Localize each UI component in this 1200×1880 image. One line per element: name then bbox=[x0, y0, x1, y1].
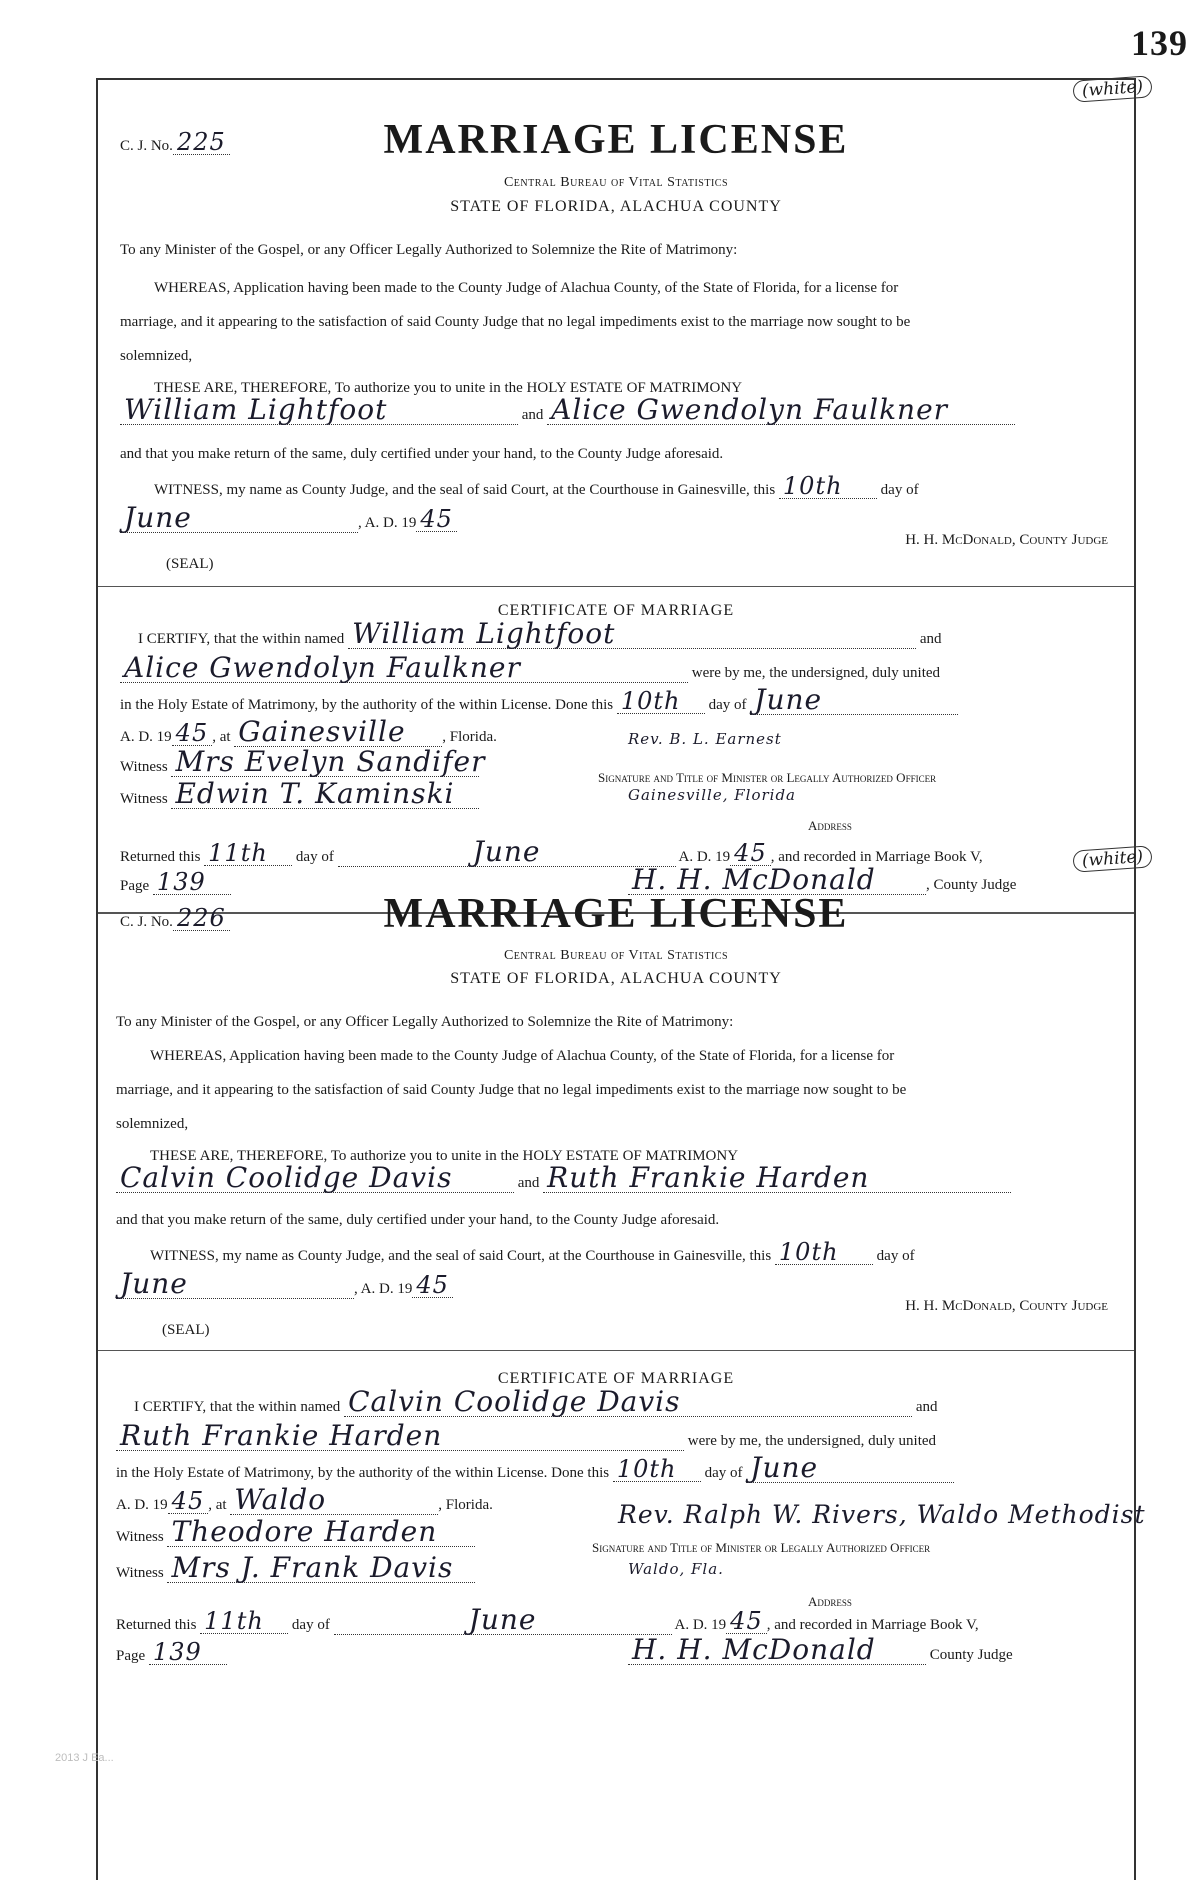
day-of-label: day of bbox=[291, 1617, 330, 1633]
state-county: STATE OF FLORIDA, ALACHUA COUNTY bbox=[450, 198, 782, 215]
witness-date-line bbox=[150, 1240, 915, 1265]
done-month: June bbox=[746, 1454, 954, 1483]
county-judge: H. H. McDonald, County Judge bbox=[905, 1298, 1108, 1314]
and-label: and bbox=[915, 1399, 938, 1415]
witness-1-name: Mrs Evelyn Sandifer bbox=[171, 748, 479, 777]
at-label: , at bbox=[212, 729, 231, 745]
ad-at-label: A. D. 19 bbox=[120, 729, 172, 745]
witness-2-line bbox=[116, 1551, 475, 1584]
license-day: 10th bbox=[775, 1240, 873, 1265]
witness-1-name: Theodore Harden bbox=[167, 1518, 475, 1547]
recorder-line bbox=[628, 1633, 1013, 1666]
and-label: and bbox=[919, 631, 942, 647]
day-of-label: day of bbox=[876, 1248, 915, 1264]
county-judge-label: , County Judge bbox=[926, 877, 1017, 893]
watermark: 2013 J Ea... bbox=[55, 1752, 114, 1764]
cj-label: C. J. No. bbox=[120, 914, 173, 930]
day-of-label: day of bbox=[704, 1465, 743, 1481]
license-month: June bbox=[116, 1270, 354, 1299]
officer-address: Waldo, Fla. bbox=[628, 1560, 724, 1578]
marriage-place: Gainesville bbox=[234, 718, 442, 747]
returned-year: 45 bbox=[730, 841, 771, 866]
holy-estate-text: in the Holy Estate of Matrimony, by the authority of the within License. Done this bbox=[116, 1465, 610, 1481]
at-label: , at bbox=[208, 1497, 227, 1513]
cert-groom-name: William Lightfoot bbox=[348, 620, 916, 649]
these-are-line: THESE ARE, THEREFORE, To authorize you to unite in the HOLY ESTATE OF MATRIMONY bbox=[154, 380, 743, 396]
recorded-text: , and recorded in Marriage Book V, bbox=[770, 849, 983, 865]
witness-label: Witness bbox=[116, 1529, 164, 1545]
page-label: Page bbox=[120, 878, 150, 894]
whereas-line-3: solemnized, bbox=[116, 1116, 189, 1132]
license-day: 10th bbox=[779, 474, 877, 499]
florida-label: , Florida. bbox=[442, 729, 497, 745]
cj-label: C. J. No. bbox=[120, 138, 173, 154]
witness-date-line bbox=[154, 474, 919, 499]
day-of-label: day of bbox=[880, 482, 919, 498]
register-page-frame bbox=[96, 76, 1146, 1880]
holy-estate-text: in the Holy Estate of Matrimony, by the authority of the within License. Done this bbox=[120, 697, 614, 713]
certificate-title: CERTIFICATE OF MARRIAGE bbox=[497, 1370, 735, 1387]
address-caption: Address bbox=[808, 818, 852, 833]
officer-signature: Rev. B. L. Earnest bbox=[628, 730, 782, 748]
bride-name: Alice Gwendolyn Faulkner bbox=[547, 396, 1015, 425]
groom-name: William Lightfoot bbox=[120, 396, 518, 425]
license-title: MARRIAGE LICENSE bbox=[383, 891, 849, 937]
whereas-line-3: solemnized, bbox=[120, 348, 193, 364]
seal-label: (SEAL) bbox=[162, 1322, 210, 1338]
ad-label: , A. D. 19 bbox=[358, 515, 417, 531]
returned-day: 11th bbox=[204, 841, 292, 866]
returned-year: 45 bbox=[726, 1609, 767, 1634]
license-date-line bbox=[116, 1267, 453, 1300]
recorder-signature: H. H. McDonald bbox=[628, 1636, 926, 1665]
county-judge: H. H. McDonald, County Judge bbox=[905, 532, 1108, 548]
day-of-label: day of bbox=[295, 849, 334, 865]
section-divider bbox=[98, 586, 1134, 587]
ad-at-label: A. D. 19 bbox=[116, 1497, 168, 1513]
returned-year-label: A. D. 19 bbox=[678, 849, 731, 865]
page-line bbox=[116, 1640, 227, 1665]
witness-label: Witness bbox=[120, 759, 168, 775]
done-year: 45 bbox=[172, 721, 213, 746]
certify-text: I CERTIFY, that the within named bbox=[134, 1399, 341, 1415]
united-text: were by me, the undersigned, duly united bbox=[691, 665, 941, 681]
cert-groom-name: Calvin Coolidge Davis bbox=[344, 1388, 912, 1417]
page-label: Page bbox=[116, 1648, 146, 1664]
witness-text: WITNESS, my name as County Judge, and the seal of said Court, at the Courthouse in Gainesville, this bbox=[154, 482, 776, 498]
cert-bride-line bbox=[120, 651, 941, 684]
done-month: June bbox=[750, 686, 958, 715]
witness-1-line bbox=[116, 1515, 475, 1548]
race-annotation: (white) bbox=[1072, 75, 1152, 102]
witness-2-name: Mrs J. Frank Davis bbox=[167, 1554, 475, 1583]
bride-name: Ruth Frankie Harden bbox=[543, 1164, 1011, 1193]
witness-label: Witness bbox=[116, 1565, 164, 1581]
certify-line bbox=[134, 1385, 938, 1418]
returned-label: Returned this bbox=[116, 1617, 197, 1633]
whereas-line-1: WHEREAS, Application having been made to the County Judge of Alachua County, of the State of Florida, for a license for bbox=[150, 1048, 895, 1064]
state-county: STATE OF FLORIDA, ALACHUA COUNTY bbox=[450, 970, 782, 987]
returned-month: June bbox=[334, 1606, 672, 1635]
couple-line bbox=[120, 393, 1015, 426]
witness-2-line bbox=[120, 777, 479, 810]
cj-number: 225 bbox=[173, 130, 230, 155]
page-number: 139 bbox=[1131, 23, 1188, 63]
license-date-line bbox=[120, 501, 457, 534]
done-line bbox=[120, 683, 958, 716]
officer-caption: Signature and Title of Minister or Legally Authorized Officer bbox=[592, 1540, 931, 1555]
address-caption: Address bbox=[808, 1594, 852, 1609]
seal-label: (SEAL) bbox=[166, 556, 214, 572]
whereas-line-1: WHEREAS, Application having been made to the County Judge of Alachua County, of the State of Florida, for a license for bbox=[154, 280, 899, 296]
ad-label: , A. D. 19 bbox=[354, 1281, 413, 1297]
groom-name: Calvin Coolidge Davis bbox=[116, 1164, 514, 1193]
bureau-name: Central Bureau of Vital Statistics bbox=[503, 175, 729, 190]
officer-caption: Signature and Title of Minister or Legally Authorized Officer bbox=[598, 770, 937, 785]
couple-line bbox=[116, 1161, 1011, 1194]
returned-day: 11th bbox=[200, 1609, 288, 1634]
place-line bbox=[116, 1483, 493, 1516]
and-label: and bbox=[517, 1175, 540, 1191]
united-text: were by me, the undersigned, duly united bbox=[687, 1433, 937, 1449]
witness-1-line bbox=[120, 745, 486, 778]
officer-signature: Rev. Ralph W. Rivers, Waldo Methodist bbox=[618, 1500, 1146, 1529]
certify-line bbox=[138, 617, 942, 650]
returned-year-label: A. D. 19 bbox=[674, 1617, 727, 1633]
license-month: June bbox=[120, 504, 358, 533]
recorded-text: , and recorded in Marriage Book V, bbox=[766, 1617, 979, 1633]
officer-address: Gainesville, Florida bbox=[628, 786, 796, 804]
whereas-line-2: marriage, and it appearing to the satisfaction of said County Judge that no legal impediments exist to the marriage now sought to be bbox=[116, 1082, 907, 1098]
returned-label: Returned this bbox=[120, 849, 201, 865]
returned-line bbox=[116, 1603, 979, 1636]
bureau-name: Central Bureau of Vital Statistics bbox=[503, 948, 729, 963]
return-line: and that you make return of the same, duly certified under your hand, to the County Judge aforesaid. bbox=[116, 1212, 720, 1228]
witness-2-name: Edwin T. Kaminski bbox=[171, 780, 479, 809]
page-value: 139 bbox=[149, 1640, 227, 1665]
address-line: To any Minister of the Gospel, or any Officer Legally Authorized to Solemnize the Rite of Matrimony: bbox=[120, 242, 738, 258]
recorder-signature: H. H. McDonald bbox=[628, 866, 926, 895]
returned-month: June bbox=[338, 838, 676, 867]
marriage-place: Waldo bbox=[230, 1486, 438, 1515]
cert-bride-name: Alice Gwendolyn Faulkner bbox=[120, 654, 688, 683]
done-line bbox=[116, 1451, 954, 1484]
page-value: 139 bbox=[153, 870, 231, 895]
cj-number: 226 bbox=[173, 906, 230, 931]
marriage-license-225 bbox=[98, 76, 1144, 980]
county-judge-label: County Judge bbox=[929, 1647, 1013, 1663]
address-line: To any Minister of the Gospel, or any Officer Legally Authorized to Solemnize the Rite of Matrimony: bbox=[116, 1014, 734, 1030]
cert-bride-name: Ruth Frankie Harden bbox=[116, 1422, 684, 1451]
section-divider bbox=[98, 1350, 1134, 1351]
whereas-line-2: marriage, and it appearing to the satisfaction of said County Judge that no legal impediments exist to the marriage now sought to be bbox=[120, 314, 911, 330]
done-day: 10th bbox=[617, 689, 705, 714]
these-are-line: THESE ARE, THEREFORE, To authorize you to unite in the HOLY ESTATE OF MATRIMONY bbox=[150, 1148, 739, 1164]
florida-label: , Florida. bbox=[438, 1497, 493, 1513]
certificate-title: CERTIFICATE OF MARRIAGE bbox=[497, 602, 735, 619]
license-title: MARRIAGE LICENSE bbox=[383, 117, 849, 163]
witness-label: Witness bbox=[120, 791, 168, 807]
and-label: and bbox=[521, 407, 544, 423]
cert-bride-line bbox=[116, 1419, 937, 1452]
day-of-label: day of bbox=[708, 697, 747, 713]
license-year: 45 bbox=[412, 1273, 453, 1298]
certify-text: I CERTIFY, that the within named bbox=[138, 631, 345, 647]
done-year: 45 bbox=[168, 1489, 209, 1514]
license-year: 45 bbox=[416, 507, 457, 532]
witness-text: WITNESS, my name as County Judge, and the seal of said Court, at the Courthouse in Gainesville, this bbox=[150, 1248, 772, 1264]
place-line bbox=[120, 715, 497, 748]
race-annotation: (white) bbox=[1072, 845, 1152, 872]
marriage-license-226 bbox=[98, 846, 1146, 1750]
done-day: 10th bbox=[613, 1457, 701, 1482]
return-line: and that you make return of the same, duly certified under your hand, to the County Judge aforesaid. bbox=[120, 446, 724, 462]
